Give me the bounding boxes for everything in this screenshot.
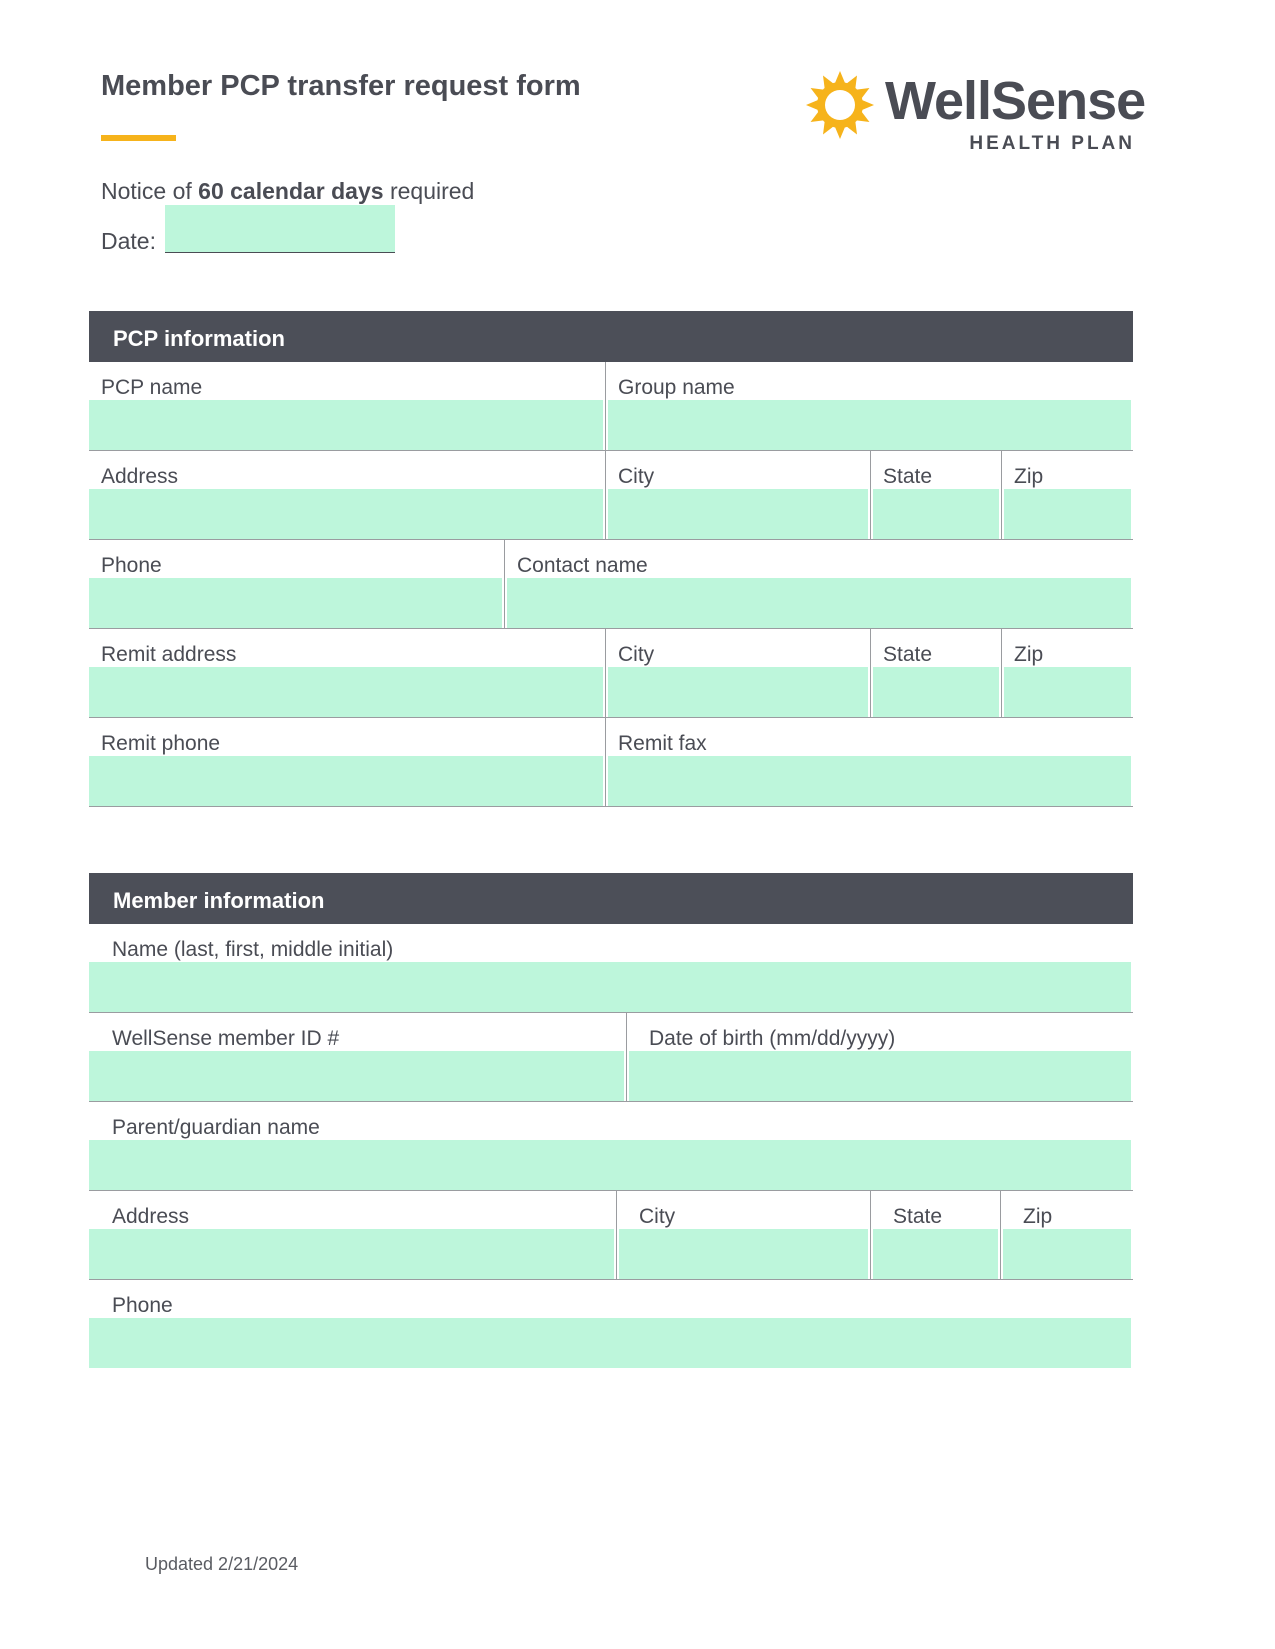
remit-phone-cell [89, 718, 605, 807]
member-state-label: State [893, 1205, 943, 1228]
logo-subtitle: HEALTH PLAN [969, 133, 1135, 154]
member-address-label: Address [112, 1205, 190, 1228]
pcp-phone-label: Phone [101, 554, 162, 577]
member-phone-field[interactable] [89, 1318, 1131, 1368]
dob-field[interactable] [629, 1051, 1131, 1101]
member-phone-label: Phone [112, 1294, 173, 1317]
contact-name-label: Contact name [517, 554, 648, 577]
pcp-row-2 [89, 451, 1133, 540]
pcp-name-field[interactable] [89, 400, 603, 450]
date-input[interactable] [165, 205, 395, 253]
member-city-cell [616, 1191, 870, 1280]
pcp-name-cell [89, 362, 605, 451]
pcp-city-cell [605, 451, 870, 540]
pcp-state-label: State [883, 465, 933, 488]
member-row-3 [89, 1102, 1133, 1191]
title-accent-bar [101, 135, 176, 141]
remit-city-label: City [618, 643, 655, 666]
notice-prefix: Notice of [101, 178, 199, 204]
member-row-2 [89, 1013, 1133, 1102]
pcp-row-4 [89, 629, 1133, 718]
pcp-city-label: City [618, 465, 655, 488]
remit-state-label: State [883, 643, 933, 666]
member-zip-label: Zip [1023, 1205, 1053, 1228]
pcp-row-5 [89, 718, 1133, 807]
remit-fax-field[interactable] [608, 756, 1131, 806]
member-name-field[interactable] [89, 962, 1131, 1012]
remit-state-field[interactable] [873, 667, 999, 717]
guardian-label: Parent/guardian name [112, 1116, 320, 1139]
pcp-state-cell [870, 451, 1001, 540]
member-city-label: City [639, 1205, 676, 1228]
dob-label: Date of birth (mm/dd/yyyy) [649, 1027, 896, 1050]
remit-phone-field[interactable] [89, 756, 603, 806]
notice-text [101, 178, 474, 205]
member-city-field[interactable] [619, 1229, 868, 1279]
pcp-address-field[interactable] [89, 489, 603, 539]
pcp-address-cell [89, 451, 605, 540]
contact-name-field[interactable] [507, 578, 1131, 628]
remit-fax-label: Remit fax [618, 732, 707, 755]
remit-city-cell [605, 629, 870, 718]
member-row-1 [89, 924, 1133, 1013]
contact-name-cell [504, 540, 1133, 629]
group-name-field[interactable] [608, 400, 1131, 450]
pcp-address-label: Address [101, 465, 179, 488]
pcp-section-header: PCP information [89, 311, 1133, 362]
remit-address-label: Remit address [101, 643, 237, 666]
member-row-5 [89, 1280, 1133, 1369]
member-phone-cell [89, 1280, 1133, 1369]
member-address-cell [89, 1191, 616, 1280]
notice-suffix: required [383, 178, 475, 204]
pcp-name-label: PCP name [101, 376, 203, 399]
remit-zip-field[interactable] [1004, 667, 1131, 717]
member-state-field[interactable] [873, 1229, 998, 1279]
dob-cell [626, 1013, 1133, 1102]
remit-zip-cell [1001, 629, 1133, 718]
wellsense-logo [805, 70, 1146, 155]
member-id-field[interactable] [89, 1051, 624, 1101]
group-name-cell [605, 362, 1133, 451]
sun-logo-icon [805, 70, 875, 140]
member-zip-cell [1000, 1191, 1133, 1280]
logo-brand-text: WellSense [885, 71, 1146, 131]
pcp-city-field[interactable] [608, 489, 868, 539]
member-zip-field[interactable] [1003, 1229, 1131, 1279]
member-address-field[interactable] [89, 1229, 614, 1279]
pcp-row-3 [89, 540, 1133, 629]
member-section-header: Member information [89, 873, 1133, 924]
pcp-zip-label: Zip [1014, 465, 1044, 488]
pcp-state-field[interactable] [873, 489, 999, 539]
form-title: Member PCP transfer request form [101, 70, 581, 102]
remit-zip-label: Zip [1014, 643, 1044, 666]
remit-address-cell [89, 629, 605, 718]
remit-state-cell [870, 629, 1001, 718]
guardian-cell [89, 1102, 1133, 1191]
pcp-phone-cell [89, 540, 504, 629]
group-name-label: Group name [618, 376, 735, 399]
guardian-field[interactable] [89, 1140, 1131, 1190]
pcp-information-section [89, 311, 1133, 807]
member-name-label: Name (last, first, middle initial) [112, 938, 394, 961]
pcp-zip-field[interactable] [1004, 489, 1131, 539]
notice-bold: 60 calendar days [198, 178, 384, 204]
updated-date: Updated 2/21/2024 [145, 1554, 299, 1574]
member-id-label: WellSense member ID # [112, 1027, 340, 1050]
remit-phone-label: Remit phone [101, 732, 221, 755]
pcp-zip-cell [1001, 451, 1133, 540]
date-label: Date: [101, 228, 156, 254]
member-row-4 [89, 1191, 1133, 1280]
member-id-cell [89, 1013, 626, 1102]
member-name-cell [89, 924, 1133, 1013]
pcp-phone-field[interactable] [89, 578, 502, 628]
remit-address-field[interactable] [89, 667, 603, 717]
remit-fax-cell [605, 718, 1133, 807]
member-state-cell [870, 1191, 1000, 1280]
remit-city-field[interactable] [608, 667, 868, 717]
member-information-section [89, 873, 1133, 1369]
pcp-row-1 [89, 362, 1133, 451]
